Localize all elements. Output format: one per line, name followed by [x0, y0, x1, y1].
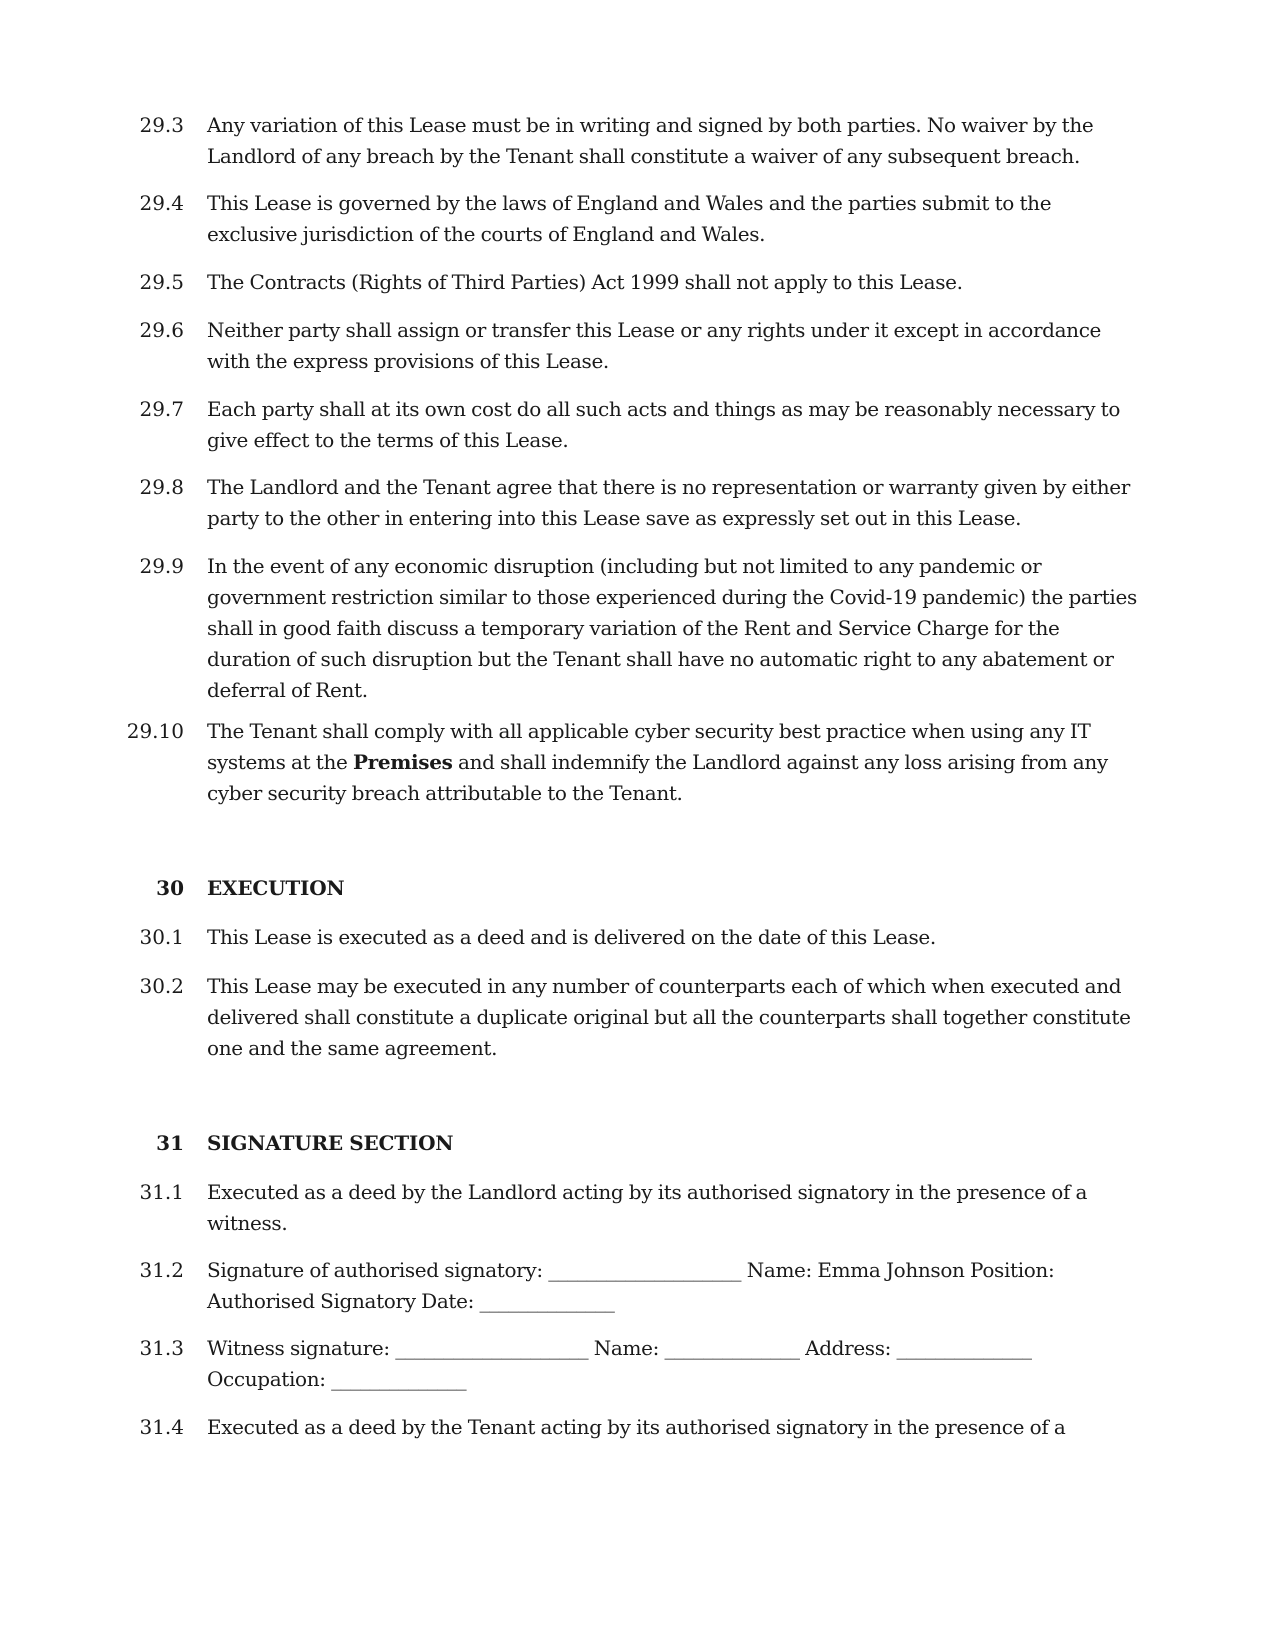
clause-number: 29.10 — [126, 719, 184, 743]
clause-number: 31.2 — [139, 1258, 184, 1282]
clause-text: The Landlord and the Tenant agree that there is no representation or warranty given by either party to the other in entering into this Lease save as expressly set out in this Lease. — [207, 475, 1130, 530]
defined-term-premises: Premises — [352, 750, 453, 774]
clause-text-before: The Tenant shall comply with all applicable cyber security best practice when using any IT systems at the — [207, 719, 1091, 774]
clause-number: 29.5 — [139, 270, 184, 294]
clause-text-after: and shall indemnify the Landlord against any loss arising from any cyber security breach attributable to the Tenant. — [207, 750, 1108, 805]
section-title: EXECUTION — [207, 876, 345, 900]
clause-number: 29.3 — [139, 113, 184, 137]
clause-number: 29.8 — [139, 475, 184, 499]
clause-text: Executed as a deed by the Tenant acting by its authorised signatory in the presence of a — [207, 1415, 1066, 1439]
clause-number: 29.9 — [139, 554, 184, 578]
clause-text: Any variation of this Lease must be in writing and signed by both parties. No waiver by the Landlord of any breach by the Tenant shall constitute a waiver of any subsequent breach. — [207, 113, 1094, 168]
clause-number: 31.4 — [139, 1415, 184, 1439]
clause-number: 31.1 — [139, 1180, 184, 1204]
clause-number: 29.4 — [139, 191, 184, 215]
clause-text: The Contracts (Rights of Third Parties) Act 1999 shall not apply to this Lease. — [207, 270, 963, 294]
clause-text: This Lease is governed by the laws of England and Wales and the parties submit to the exclusive jurisdiction of the courts of England and Wales. — [207, 191, 1052, 246]
clause-number: 30.1 — [139, 925, 184, 949]
section-number: 31 — [156, 1131, 184, 1155]
clause-text: This Lease is executed as a deed and is delivered on the date of this Lease. — [207, 925, 936, 949]
clause-number: 29.6 — [139, 318, 184, 342]
clause-text: Executed as a deed by the Landlord acting by its authorised signatory in the presence of a witness. — [207, 1180, 1088, 1235]
clause-text: Witness signature: ____________________ Name: ______________ Address: ______________ Occupation: ______________ — [207, 1336, 1032, 1391]
clause-number: 31.3 — [139, 1336, 184, 1360]
section-title: SIGNATURE SECTION — [207, 1131, 454, 1155]
clause-text: This Lease may be executed in any number of counterparts each of which when executed and delivered shall constitute a duplicate original but all the counterparts shall together constitute one and the same agreement. — [207, 974, 1131, 1060]
clause-number: 30.2 — [139, 974, 184, 998]
clause-text: Signature of authorised signatory: ____________________ Name: Emma Johnson Position: Authorised Signatory Date: ______________ — [207, 1258, 1055, 1313]
clause-text: Neither party shall assign or transfer this Lease or any rights under it except in accordance with the express provisions of this Lease. — [207, 318, 1102, 373]
clause-text — [207, 716, 1137, 809]
section-number: 30 — [156, 876, 184, 900]
clause-number: 29.7 — [139, 397, 184, 421]
clause-text: Each party shall at its own cost do all such acts and things as may be reasonably necessary to give effect to the terms of this Lease. — [207, 397, 1121, 452]
clause-text: In the event of any economic disruption (including but not limited to any pandemic or government restriction similar to those experienced during the Covid-19 pandemic) the parties shall in good faith discuss a temporary variation of the Rent and Service Charge for the duration of such disruption but the Tenant shall have no automatic right to any abatement or deferral of Rent. — [207, 554, 1137, 702]
